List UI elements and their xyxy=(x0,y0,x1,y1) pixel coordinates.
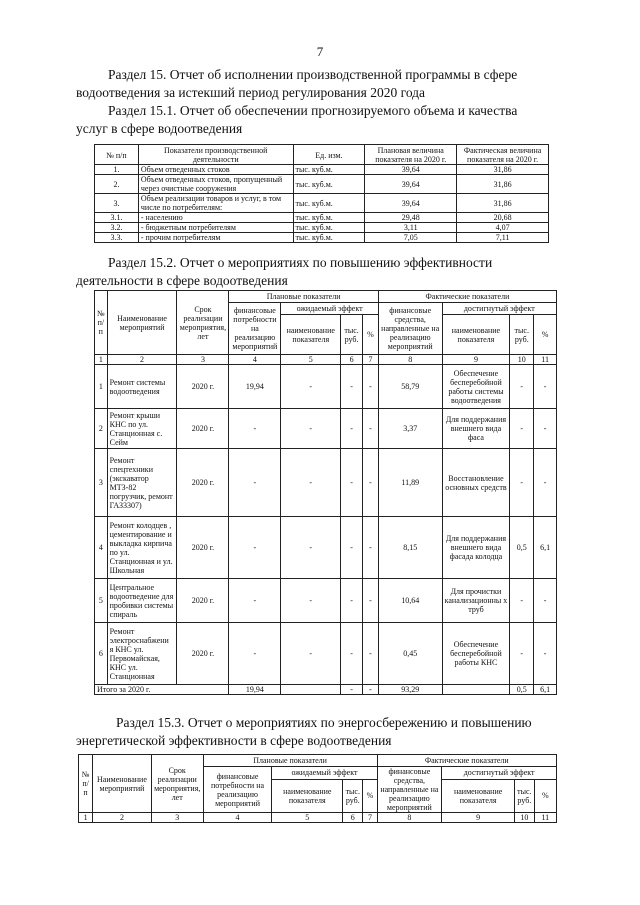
cell-atr: 0,5 xyxy=(510,517,534,579)
t3-header-effname: наименование показателя xyxy=(272,779,343,812)
cell-fin: - xyxy=(229,449,281,517)
t3-header-fin-fact: финансовые средства, направленные на реализацию мероприятий xyxy=(377,767,442,813)
cell-term: 2020 г. xyxy=(177,449,229,517)
cell-fin: - xyxy=(229,517,281,579)
section-15-1-heading-line1: Раздел 15.1. Отчет об обеспечении прогнозируемого объема и качества xyxy=(108,103,518,118)
cell-num: 3.2. xyxy=(95,223,139,233)
section-15-1-heading-line2: услуг в сфере водоотведения xyxy=(76,121,243,136)
cell-num: 6 xyxy=(95,623,108,685)
cell-num: 1. xyxy=(95,165,139,175)
colnum: 1 xyxy=(79,813,93,823)
t3-header-fact: Фактические показатели xyxy=(377,755,556,767)
colnum: 11 xyxy=(534,355,557,365)
cell-name: Центральное водоотведение для пробивки системы спираль xyxy=(107,579,177,623)
colnum: 8 xyxy=(377,813,442,823)
total-row xyxy=(95,685,557,695)
colnum: 5 xyxy=(272,813,343,823)
t2-header-pct: % xyxy=(534,315,557,355)
cell-term: 2020 г. xyxy=(177,579,229,623)
column-number-row xyxy=(79,813,557,823)
cell-term: 2020 г. xyxy=(177,409,229,449)
colnum: 7 xyxy=(363,813,377,823)
cell-num: 1 xyxy=(95,365,108,409)
cell-unit: тыс. куб.м. xyxy=(293,194,365,213)
colnum: 4 xyxy=(203,813,272,823)
cell-atr: - xyxy=(510,409,534,449)
cell-unit: тыс. куб.м. xyxy=(293,213,365,223)
cell-name: Ремонт электроснабжени я КНС ул. Первомайская, КНС ул. Станционная xyxy=(107,623,177,685)
cell-unit: тыс. куб.м. xyxy=(293,223,365,233)
t2-header-achieved: достигнутый эффект xyxy=(442,303,556,315)
t3-header-term: Срок реализации мероприятия, лет xyxy=(151,755,203,813)
cell-aname: Для поддержания внешнего вида фасада колодца xyxy=(442,517,510,579)
cell-fact: 7,11 xyxy=(457,233,549,243)
cell-ename: - xyxy=(281,449,341,517)
t2-header-trub: тыс. руб. xyxy=(510,315,534,355)
colnum: 10 xyxy=(515,813,535,823)
section-15-2-heading-line2: деятельности в сфере водоотведения xyxy=(76,273,288,288)
t3-header-trub: тыс. руб. xyxy=(515,779,535,812)
cell-etr: - xyxy=(341,517,363,579)
cell-name: Ремонт системы водоотведения xyxy=(107,365,177,409)
table-row xyxy=(95,223,549,233)
table-row xyxy=(95,579,557,623)
t3-header-trub: тыс. руб. xyxy=(343,779,363,812)
t1-header-indicator: Показатели производственной деятельности xyxy=(138,145,293,165)
cell-term: 2020 г. xyxy=(177,365,229,409)
colnum: 3 xyxy=(151,813,203,823)
cell-ffin: 0,45 xyxy=(378,623,442,685)
cell-name: - населению xyxy=(138,213,293,223)
colnum: 3 xyxy=(177,355,229,365)
cell-ffin: 8,15 xyxy=(378,517,442,579)
cell-apct: - xyxy=(534,449,557,517)
t3-header-name: Наименование мероприятий xyxy=(93,755,152,813)
cell-num: 3.1. xyxy=(95,213,139,223)
cell-aname: Восстановление основных средств xyxy=(442,449,510,517)
table-row xyxy=(95,165,549,175)
colnum: 11 xyxy=(534,813,556,823)
cell-atr: - xyxy=(510,365,534,409)
cell-num: 3.3. xyxy=(95,233,139,243)
t1-header-num: № п/п xyxy=(95,145,139,165)
t1-header-plan: Плановая величина показателя на 2020 г. xyxy=(365,145,457,165)
cell-aname: Обеспечение бесперебойной работы системы водоотведения xyxy=(442,365,510,409)
cell-fact: 20,68 xyxy=(457,213,549,223)
cell-ename: - xyxy=(281,409,341,449)
cell-fact: 31,86 xyxy=(457,175,549,194)
colnum: 9 xyxy=(442,813,515,823)
t3-header-achieved: достигнутый эффект xyxy=(442,767,557,780)
t3-header-pct: % xyxy=(534,779,556,812)
t1-header-unit: Ед. изм. xyxy=(293,145,365,165)
t3-header-num: № п/ п xyxy=(79,755,93,813)
t2-header-name: Наименование мероприятий xyxy=(107,291,177,355)
cell-ename: - xyxy=(281,579,341,623)
t3-header-pct: % xyxy=(363,779,377,812)
efficiency-measures-table xyxy=(94,290,557,695)
table-row xyxy=(95,365,557,409)
cell-epct: - xyxy=(363,409,379,449)
cell-name: Объем отведенных стоков xyxy=(138,165,293,175)
table-row xyxy=(95,213,549,223)
cell-apct: - xyxy=(534,623,557,685)
cell-plan: 3,11 xyxy=(365,223,457,233)
cell-apct: - xyxy=(534,409,557,449)
cell-name: Ремонт крыши КНС по ул. Станционная с. Сейм xyxy=(107,409,177,449)
cell-plan: 7,05 xyxy=(365,233,457,243)
cell-unit: тыс. куб.м. xyxy=(293,165,365,175)
t2-header-term: Срок реализации мероприятия, лет xyxy=(177,291,229,355)
cell-etr: - xyxy=(341,449,363,517)
cell-aname: Для прочистки канализационны х труб xyxy=(442,579,510,623)
cell-name: Объем реализации товаров и услуг, в том числе по потребителям: xyxy=(138,194,293,213)
cell-epct: - xyxy=(363,579,379,623)
cell-ffin: 3,37 xyxy=(378,409,442,449)
colnum: 1 xyxy=(95,355,108,365)
t3-header-fin-plan: финансовые потребности на реализацию мероприятий xyxy=(203,767,272,813)
cell-term: 2020 г. xyxy=(177,623,229,685)
cell-term: 2020 г. xyxy=(177,517,229,579)
t2-header-effname: наименование показателя xyxy=(442,315,510,355)
cell-name: - бюджетным потребителям xyxy=(138,223,293,233)
cell-ename: - xyxy=(281,517,341,579)
total-atr: 0,5 xyxy=(510,685,534,695)
cell-apct: - xyxy=(534,579,557,623)
t2-header-fin-plan: финансовые потребности на реализацию мероприятий xyxy=(229,303,281,355)
cell-plan: 39,64 xyxy=(365,194,457,213)
cell-aname: Обеспечение бесперебойной работы КНС xyxy=(442,623,510,685)
cell-epct: - xyxy=(363,623,379,685)
t2-header-num: № п/ п xyxy=(95,291,108,355)
cell-num: 3 xyxy=(95,449,108,517)
t2-header-fact: Фактические показатели xyxy=(378,291,556,303)
t1-header-fact: Фактическая величина показателя на 2020 г. xyxy=(457,145,549,165)
cell-num: 2. xyxy=(95,175,139,194)
cell-fin: 19,94 xyxy=(229,365,281,409)
cell-name: Ремонт спецтехники (экскаватор МТЗ-82 погрузчик, ремонт ГАЗ3307) xyxy=(107,449,177,517)
colnum: 6 xyxy=(343,813,363,823)
table-row xyxy=(95,517,557,579)
cell-unit: тыс. куб.м. xyxy=(293,233,365,243)
table-row xyxy=(95,233,549,243)
cell-etr: - xyxy=(341,365,363,409)
total-etr: - xyxy=(341,685,363,695)
cell-num: 4 xyxy=(95,517,108,579)
cell-apct: - xyxy=(534,365,557,409)
colnum: 4 xyxy=(229,355,281,365)
cell-ename: - xyxy=(281,365,341,409)
total-ffin: 93,29 xyxy=(378,685,442,695)
table-row xyxy=(95,623,557,685)
cell-epct: - xyxy=(363,365,379,409)
cell-fin: - xyxy=(229,579,281,623)
cell-ffin: 11,89 xyxy=(378,449,442,517)
colnum: 8 xyxy=(378,355,442,365)
cell-name: - прочим потребителям xyxy=(138,233,293,243)
cell-etr: - xyxy=(341,409,363,449)
production-volume-table xyxy=(94,144,549,243)
colnum: 7 xyxy=(363,355,379,365)
page-number: 7 xyxy=(316,44,324,59)
t2-header-trub: тыс. руб. xyxy=(341,315,363,355)
total-epct: - xyxy=(363,685,379,695)
colnum: 2 xyxy=(93,813,152,823)
cell-num: 5 xyxy=(95,579,108,623)
table-row xyxy=(95,194,549,213)
cell-ename: - xyxy=(281,623,341,685)
t2-header-fin-fact: финансовые средства, направленные на реализацию мероприятий xyxy=(378,303,442,355)
cell-name: Объем отведенных стоков, пропущенный через очистные сооружения xyxy=(138,175,293,194)
colnum: 6 xyxy=(341,355,363,365)
cell-unit: тыс. куб.м. xyxy=(293,175,365,194)
total-label: Итого за 2020 г. xyxy=(95,685,229,695)
cell-atr: - xyxy=(510,579,534,623)
t2-header-effname: наименование показателя xyxy=(281,315,341,355)
cell-plan: 29,48 xyxy=(365,213,457,223)
t3-header-plan: Плановые показатели xyxy=(203,755,377,767)
cell-ffin: 10,64 xyxy=(378,579,442,623)
cell-etr: - xyxy=(341,579,363,623)
cell-num: 2 xyxy=(95,409,108,449)
cell-epct: - xyxy=(363,449,379,517)
cell-etr: - xyxy=(341,623,363,685)
cell-atr: - xyxy=(510,449,534,517)
cell-num: 3. xyxy=(95,194,139,213)
t3-header-expected: ожидаемый эффект xyxy=(272,767,377,780)
energy-saving-table xyxy=(78,754,557,823)
colnum: 9 xyxy=(442,355,510,365)
cell-fin: - xyxy=(229,623,281,685)
table-row xyxy=(95,449,557,517)
section-15-heading-line1: Раздел 15. Отчет об исполнении производственной программы в сфере xyxy=(108,67,518,82)
table-row xyxy=(95,409,557,449)
cell-plan: 39,64 xyxy=(365,165,457,175)
cell-fin: - xyxy=(229,409,281,449)
t2-header-pct: % xyxy=(363,315,379,355)
cell-atr: - xyxy=(510,623,534,685)
colnum: 10 xyxy=(510,355,534,365)
cell-fact: 31,86 xyxy=(457,194,549,213)
cell-fact: 31,86 xyxy=(457,165,549,175)
cell-fact: 4,07 xyxy=(457,223,549,233)
section-15-heading-line2: водоотведения за истекший период регулирования 2020 года xyxy=(76,85,426,100)
t3-header-effname: наименование показателя xyxy=(442,779,515,812)
total-fin: 19,94 xyxy=(229,685,281,695)
section-15-3-heading-line1: Раздел 15.3. Отчет о мероприятиях по энергосбережению и повышению xyxy=(116,715,532,730)
total-apct: 6,1 xyxy=(534,685,557,695)
cell-name: Ремонт колодцев , цементирование и выкладка кирпича по ул. Станционная и ул. Школьная xyxy=(107,517,177,579)
cell-epct: - xyxy=(363,517,379,579)
colnum: 2 xyxy=(107,355,177,365)
section-15-3-heading-line2: энергетической эффективности в сфере водоотведения xyxy=(76,733,392,748)
t2-header-plan: Плановые показатели xyxy=(229,291,378,303)
cell-apct: 6,1 xyxy=(534,517,557,579)
colnum: 5 xyxy=(281,355,341,365)
cell-ffin: 58,79 xyxy=(378,365,442,409)
column-number-row xyxy=(95,355,557,365)
cell-plan: 39,64 xyxy=(365,175,457,194)
t2-header-expected: ожидаемый эффект xyxy=(281,303,379,315)
section-15-2-heading-line1: Раздел 15.2. Отчет о мероприятиях по повышению эффективности xyxy=(108,255,493,270)
table-row xyxy=(95,175,549,194)
cell-aname: Для поддержания внешнего вида фаса xyxy=(442,409,510,449)
